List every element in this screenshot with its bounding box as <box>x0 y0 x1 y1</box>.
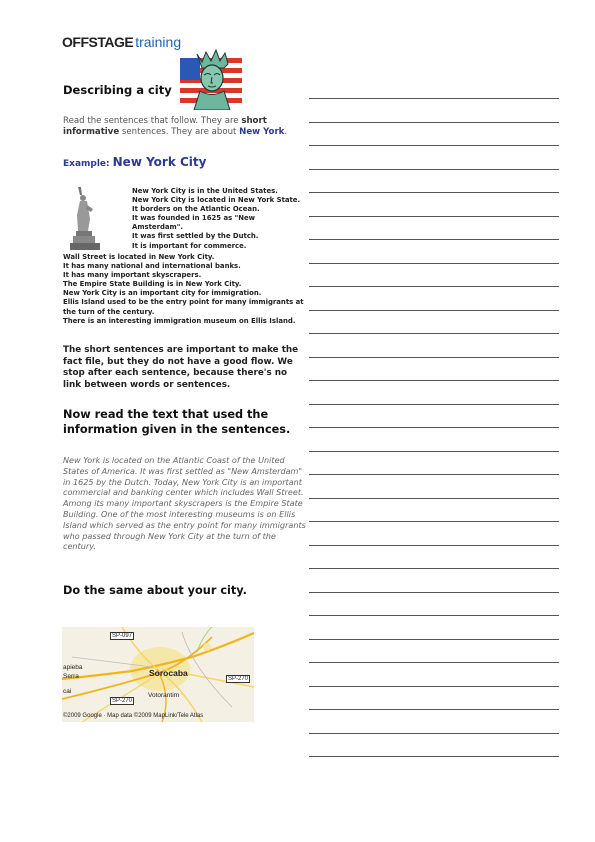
city-map-image <box>62 627 254 722</box>
writing-line[interactable] <box>309 310 559 311</box>
writing-line[interactable] <box>309 709 559 710</box>
statue-of-liberty-flag-image <box>180 48 242 110</box>
writing-line[interactable] <box>309 545 559 546</box>
fact-sentence: It was first settled by the Dutch. <box>132 232 259 241</box>
statue-of-liberty-image <box>69 185 103 251</box>
page-title: Describing a city <box>63 83 172 97</box>
logo-brand: OFFSTAGE <box>62 34 134 50</box>
map-road-label: SP-270 <box>228 676 249 682</box>
fact-sentences-1 <box>132 187 300 251</box>
map-road-label: SP-270 <box>112 698 133 704</box>
writing-line[interactable] <box>309 98 559 99</box>
writing-line[interactable] <box>309 357 559 358</box>
map-city-label: Sorocaba <box>149 668 188 678</box>
fact-sentence: New York City is located in New York State. <box>132 196 301 205</box>
writing-line[interactable] <box>309 474 559 475</box>
fact-sentence: Wall Street is located in New York City. <box>63 253 215 261</box>
writing-line[interactable] <box>309 404 559 405</box>
writing-line[interactable] <box>309 286 559 287</box>
section-heading-your-city: Do the same about your city. <box>63 584 247 597</box>
writing-line[interactable] <box>309 380 559 381</box>
fact-sentence: It borders on the Atlantic Ocean. <box>132 205 260 214</box>
writing-line[interactable] <box>309 733 559 734</box>
example-city: New York City <box>112 155 207 169</box>
writing-line[interactable] <box>309 427 559 428</box>
writing-line[interactable] <box>309 192 559 193</box>
fact-sentence: Amsterdam". <box>132 223 183 232</box>
writing-line[interactable] <box>309 145 559 146</box>
writing-line[interactable] <box>309 521 559 522</box>
writing-line[interactable] <box>309 263 559 264</box>
writing-line[interactable] <box>309 568 559 569</box>
writing-line[interactable] <box>309 239 559 240</box>
fact-sentence: It has many important skyscrapers. <box>63 271 202 280</box>
writing-line[interactable] <box>309 333 559 334</box>
fact-sentence: There is an interesting immigration museum on Ellis Island. <box>63 316 296 325</box>
writing-line[interactable] <box>309 216 559 217</box>
map-road-label: SP-097 <box>112 633 133 639</box>
fact-sentence: New York City is an important city for immigration. <box>63 289 262 298</box>
writing-line[interactable] <box>309 122 559 123</box>
writing-line[interactable] <box>309 662 559 663</box>
fact-sentence: It was founded in 1625 as "New <box>132 214 256 223</box>
writing-line[interactable] <box>309 686 559 687</box>
writing-line[interactable] <box>309 451 559 452</box>
fact-sentences-2 <box>63 253 304 326</box>
intro-text: Read the sentences that follow. They are short informative sentences. They are about New York. <box>63 116 288 137</box>
model-text-paragraph: New York is located on the Atlantic Coast of the United States of America. It was first settled as "New Amsterdam" in 1625 by the Dutch. Today, New York City is an important commercial and banking center which includes Wall Street. Among its many important skyscrapers is the Empire State Building. One of the most interesting museums is on Ellis Island which served as the entry point for many immigrants who passed through New York City at the turn of the century. <box>63 455 306 552</box>
section-heading-read-text: Now read the text that used the information given in the sentences. <box>63 408 291 436</box>
fact-sentence: It has many national and international banks. <box>63 262 241 271</box>
map-town-label: apieba <box>63 664 83 671</box>
fact-sentence: Ellis Island used to be the entry point for many immigrants at <box>63 298 304 307</box>
brand-logo <box>62 35 181 49</box>
example-heading <box>63 155 206 169</box>
example-label: Example: <box>63 159 110 169</box>
map-credit: ©2009 Google · Map data ©2009 MapLink/Tele Atlas <box>63 713 204 719</box>
map-town-label: cai <box>63 688 72 695</box>
writing-line[interactable] <box>309 592 559 593</box>
logo-suffix: training <box>135 34 182 50</box>
explanation-paragraph: The short sentences are important to make the fact file, but they do not have a good flow. We stop after each sentence, because there's no link between words or sentences. <box>63 345 299 390</box>
writing-line[interactable] <box>309 615 559 616</box>
map-town-label: Votorantim <box>148 692 180 699</box>
writing-line[interactable] <box>309 639 559 640</box>
map-town-label: Serra <box>63 673 79 680</box>
fact-sentence: the turn of the century. <box>63 307 155 316</box>
fact-sentence: New York City is in the United States. <box>132 187 278 195</box>
writing-line[interactable] <box>309 169 559 170</box>
fact-sentence: The Empire State Building is in New York City. <box>63 280 242 289</box>
writing-line[interactable] <box>309 756 559 757</box>
writing-line[interactable] <box>309 498 559 499</box>
fact-sentence: It is important for commerce. <box>132 241 247 250</box>
